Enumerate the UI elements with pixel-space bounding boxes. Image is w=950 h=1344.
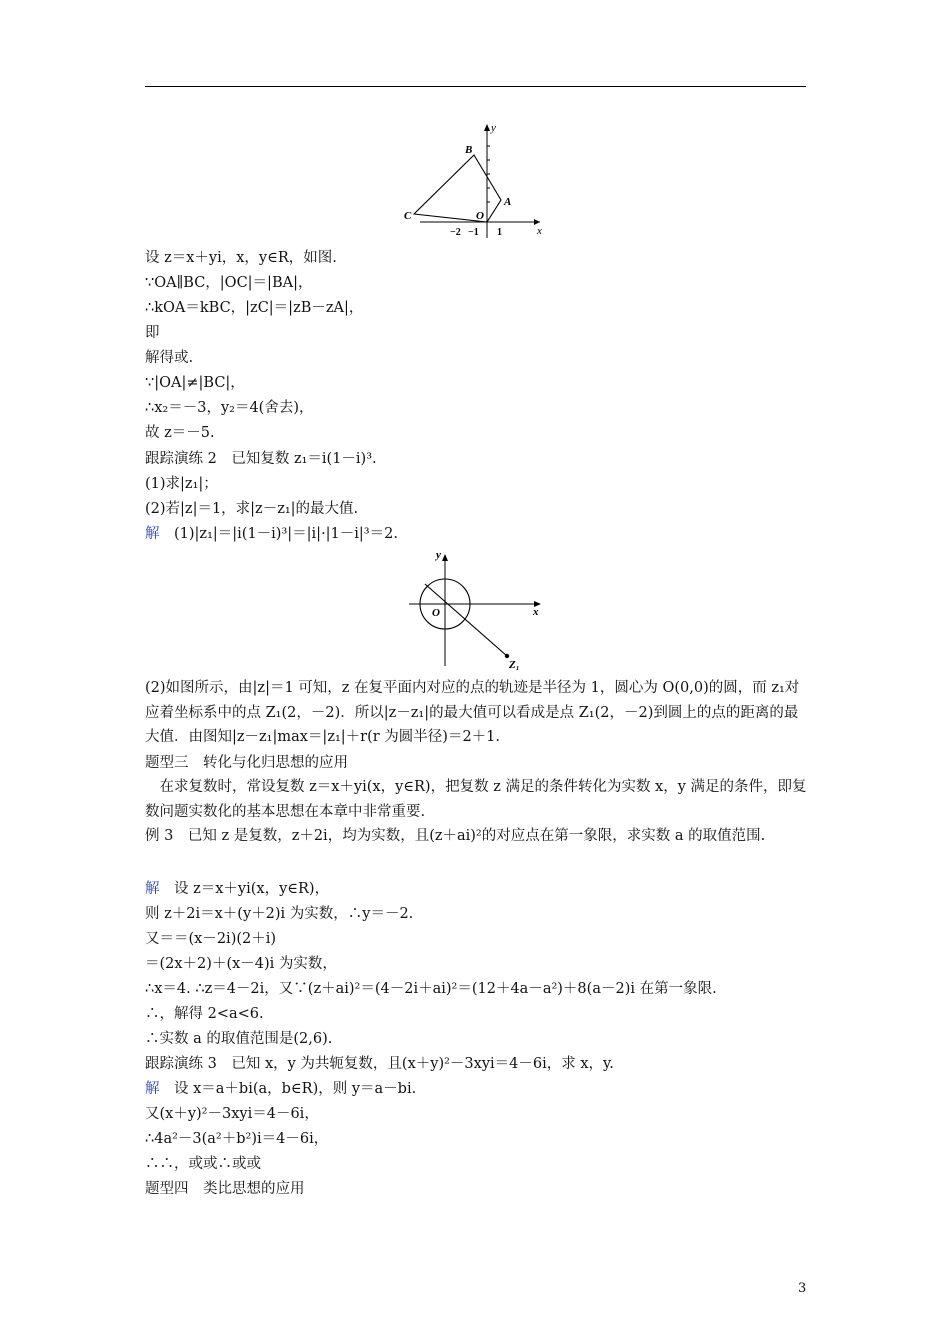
tick-label-m2: −2: [450, 227, 461, 238]
text-line: 即: [145, 325, 160, 341]
figure-unit-circle-svg: [405, 548, 555, 670]
line-through-Z1: [425, 584, 507, 656]
text-line: 跟踪演练 3 已知 x，y 为共轭复数，且(x＋y)²－3xyi＝4－6i，求 x，y.: [145, 1056, 614, 1072]
text-line: ∴实数 a 的取值范围是(2,6).: [145, 1031, 333, 1047]
answer-text: 设 x＝a＋bi(a，b∈R)，则 y＝a－bi.: [174, 1081, 417, 1097]
label-Z1: Z₁: [509, 659, 520, 670]
paragraph: (2)如图所示，由|z|＝1 可知，z 在复平面内对应的点的轨迹是半径为 1，圆心为 O(0,0)的圆，而 z₁对应着坐标系中的点 Z₁(2，－2)．所以|z－z₁|的最大值可以看成是点 Z₁(2，－2)到圆上的点的距离的最大值．由图知|z－z₁|max＝|z₁|＋r(r 为圆半径)＝2＋1.: [145, 680, 800, 745]
text-line: 跟踪演练 2 已知复数 z₁＝i(1－i)³.: [145, 451, 377, 467]
y-axis-arrow-icon: [484, 124, 490, 131]
answer-line: [145, 525, 398, 543]
text-line: ∴x₂＝－3，y₂＝4(舍去)，: [145, 400, 314, 416]
text-line: 解得或.: [145, 350, 194, 366]
text-line: ＝(2x＋2)＋(x－4)i 为实数，: [145, 956, 337, 972]
text-line: ∵OA∥BC，|OC|＝|BA|，: [145, 275, 313, 291]
text-line: 又(x＋y)²－3xyi＝4－6i，: [145, 1106, 319, 1122]
example-text: 例 3 已知 z 是复数，z＋2i，均为实数，且(z＋ai)²的对应点在第一象限，求实数 a 的取值范围.: [145, 828, 766, 844]
label-B: B: [465, 144, 473, 156]
page-number: 3: [798, 1281, 807, 1296]
label-x: x: [533, 606, 539, 618]
answer-text: (1)|z₁|＝|i(1－i)³|＝|i|·|1－i|³＝2.: [174, 526, 398, 542]
paragraph: 在求复数时，常设复数 z＝x＋yi(x，y∈R)，把复数 z 满足的条件转化为实数 x，y 满足的条件，即复数问题实数化的基本思想在本章中非常重要.: [145, 779, 807, 820]
text-line: (1)求|z₁|；: [145, 476, 218, 492]
section-heading: 题型四 类比思想的应用: [145, 1181, 305, 1197]
text-line: 故 z＝－5.: [145, 425, 215, 441]
text-line: ∵|OA|≠|BC|，: [145, 375, 245, 391]
text-line: 设 z＝x＋yi，x，y∈R，如图.: [145, 250, 337, 266]
section-heading: 题型三 转化与化归思想的应用: [145, 755, 348, 771]
label-O: O: [432, 607, 440, 619]
tick-label-1: 1: [497, 227, 502, 238]
label-C: C: [404, 210, 412, 222]
label-A: A: [504, 196, 512, 208]
answer-line: [145, 880, 329, 898]
answer-label: 解: [145, 881, 160, 897]
figure-quadrilateral: [400, 118, 550, 240]
text-line: ∴4a²－3(a²＋b²)i＝4－6i，: [145, 1131, 329, 1147]
header-rule: [145, 86, 806, 87]
label-y: y: [436, 549, 441, 561]
figure-quadrilateral-svg: [400, 118, 550, 240]
text-line: ∴，解得 2<a<6.: [145, 1006, 264, 1022]
text-line: 则 z＋2i＝x＋(y＋2)i 为实数，∴y＝－2.: [145, 906, 414, 922]
y-axis-arrow-icon: [442, 554, 448, 561]
answer-line: [145, 1080, 416, 1098]
point-Z1: [505, 654, 509, 658]
text-line: (2)若|z|＝1，求|z－z₁|的最大值.: [145, 501, 359, 517]
text-line: 又＝＝(x－2i)(2＋i): [145, 931, 277, 947]
tick-label-m1: −1: [468, 227, 479, 238]
text-line: ∴∴，或或∴或或: [145, 1156, 261, 1172]
answer-label: 解: [145, 1081, 160, 1097]
label-O: O: [476, 210, 484, 222]
text-line: ∴x＝4. ∴z＝4－2i，又∵(z＋ai)²＝(4－2i＋ai)²＝(12＋4a－a²)＋8(a－2)i 在第一象限.: [145, 981, 717, 997]
figure-unit-circle: [405, 548, 555, 670]
answer-label: 解: [145, 526, 160, 542]
text-line: ∴kOA＝kBC，|zC|＝|zB－zA|，: [145, 300, 364, 316]
label-x: x: [537, 225, 542, 237]
answer-text: 设 z＝x＋yi(x，y∈R)，: [174, 881, 330, 897]
label-y: y: [491, 122, 496, 134]
